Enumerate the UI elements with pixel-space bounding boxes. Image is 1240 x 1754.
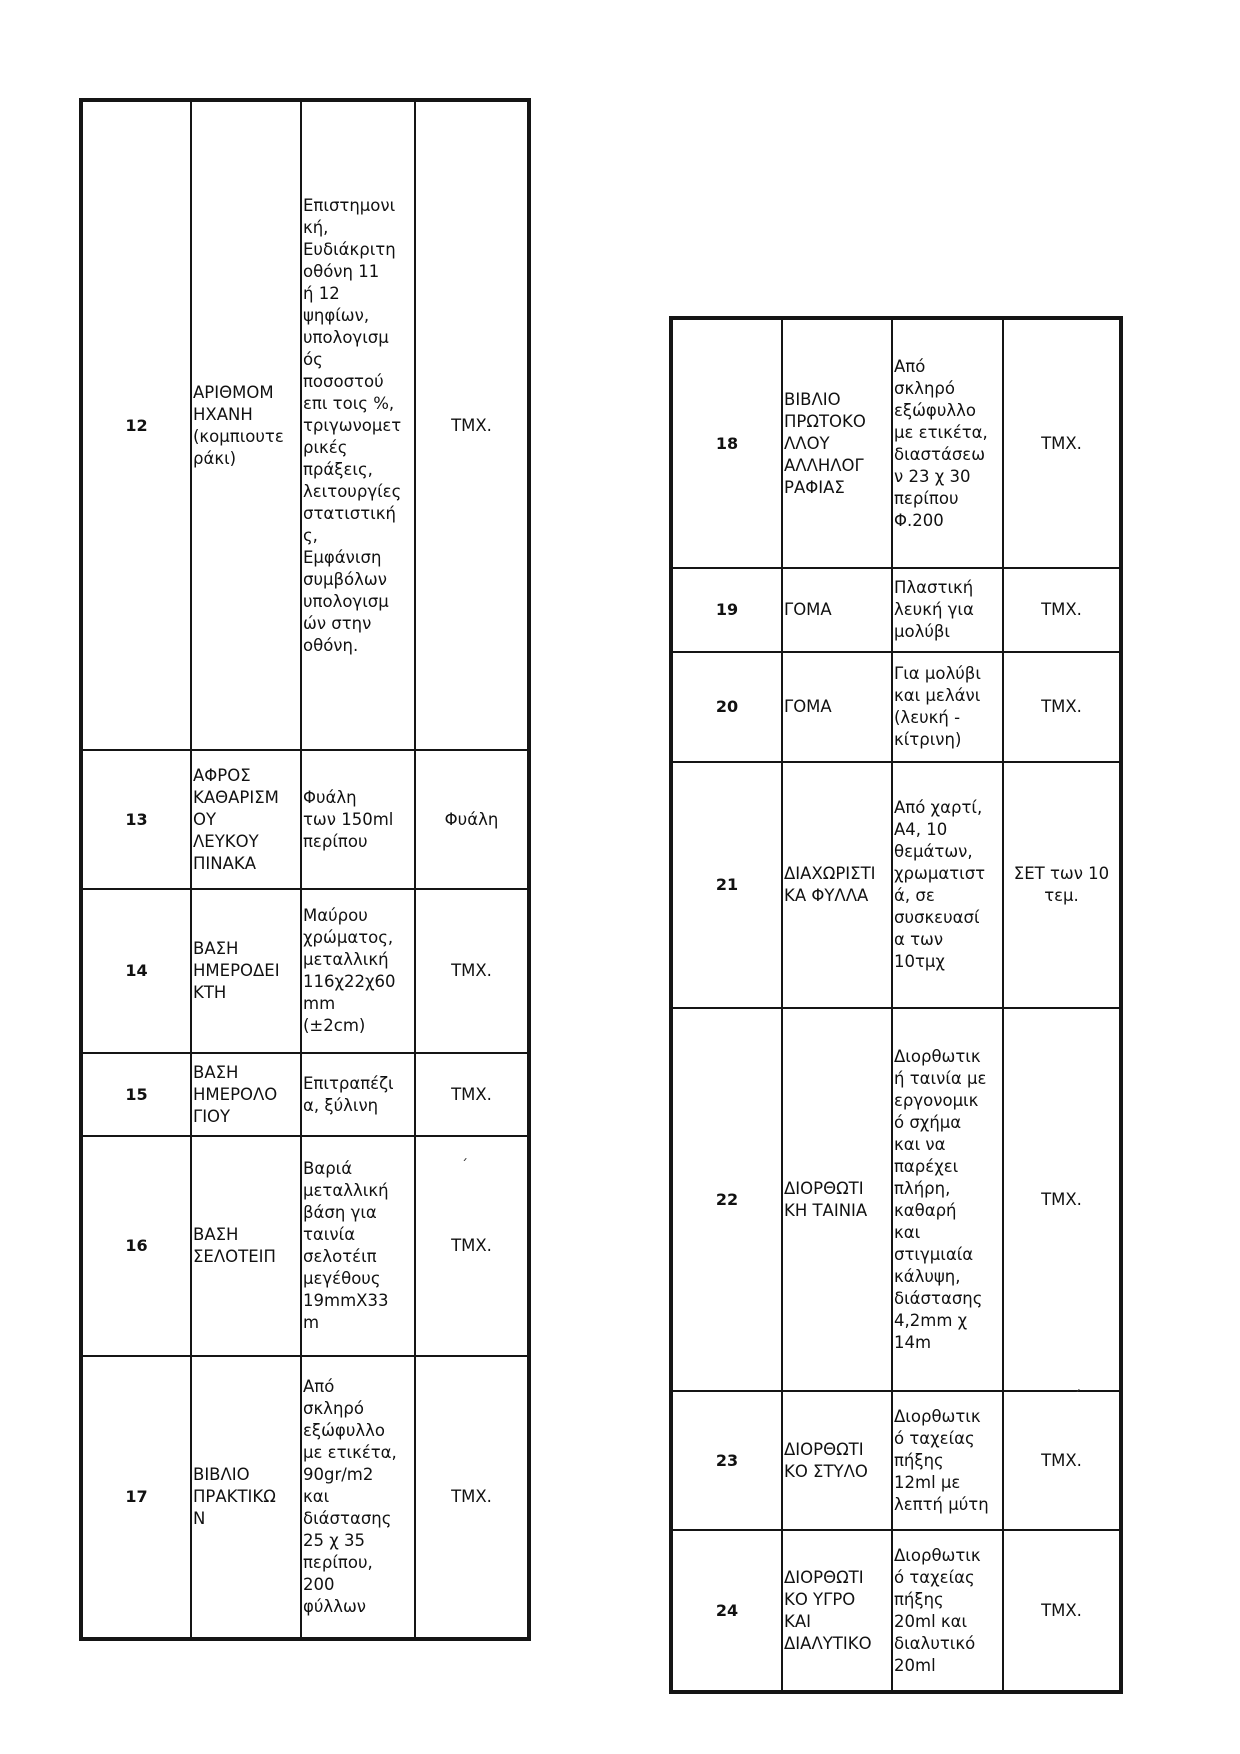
item-name: ΔΙΑΧΩΡΙΣΤΙ ΚΑ ΦΥΛΛΑ [782, 762, 892, 1008]
item-number: 22 [671, 1008, 782, 1391]
item-name: ΒΙΒΛΙΟ ΠΡΑΚΤΙΚΩ Ν [191, 1356, 301, 1639]
item-unit: ΤΜΧ. [1003, 1391, 1121, 1530]
item-name: ΒΑΣΗ ΗΜΕΡΟΛΟ ΓΙΟΥ [191, 1053, 301, 1136]
item-unit: ΤΜΧ. [1003, 1008, 1121, 1391]
table-row [81, 889, 529, 1053]
item-description: Διορθωτικ ό ταχείας πήξης 12ml με λεπτή μύτη [892, 1391, 1003, 1530]
item-name: ΔΙΟΡΘΩΤΙ ΚΗ ΤΑΙΝΙΑ [782, 1008, 892, 1391]
item-name: ΓΟΜΑ [782, 652, 892, 762]
table-row [671, 318, 1121, 568]
item-number: 12 [81, 100, 191, 750]
item-name: ΓΟΜΑ [782, 568, 892, 652]
item-name: ΒΑΣΗ ΗΜΕΡΟΔΕΙ ΚΤΗ [191, 889, 301, 1053]
item-unit: ΤΜΧ. [1003, 652, 1121, 762]
item-number: 15 [81, 1053, 191, 1136]
item-unit: ΤΜΧ. [1003, 568, 1121, 652]
item-description: Διορθωτικ ή ταινία με εργονομικ ό σχήμα και να παρέχει πλήρη, καθαρή και στιγμιαία κάλυψη, διάστασης 4,2mm χ 14m [892, 1008, 1003, 1391]
item-number: 18 [671, 318, 782, 568]
table-row [671, 762, 1121, 1008]
item-unit: ΤΜΧ. [415, 889, 529, 1053]
item-number: 20 [671, 652, 782, 762]
item-name: ΒΙΒΛΙΟ ΠΡΩΤΟΚΟ ΛΛΟΥ ΑΛΛΗΛΟΓ ΡΑΦΙΑΣ [782, 318, 892, 568]
item-description: Διορθωτικ ό ταχείας πήξης 20ml και διαλυτικό 20ml [892, 1530, 1003, 1692]
item-unit: ΤΜΧ. [1003, 1530, 1121, 1692]
table-row [81, 1053, 529, 1136]
table-row [81, 750, 529, 889]
table-row [671, 652, 1121, 762]
item-unit: ΤΜΧ. [415, 1053, 529, 1136]
item-name: ΑΦΡΟΣ ΚΑΘΑΡΙΣΜ ΟΥ ΛΕΥΚΟΥ ΠΙΝΑΚΑ [191, 750, 301, 889]
scan-artifact-mark: ´ [461, 1158, 468, 1174]
item-description: Επιστημονι κή, Ευδιάκριτη οθόνη 11 ή 12 ψηφίων, υπολογισμ ός ποσοστού επι τοις %, τριγωνομετ ρικές πράξεις, λειτουργίες στατιστική ς, Εμφάνιση συμβόλων υπολογισμ ών στην οθόνη. [301, 100, 415, 750]
table-row [671, 1391, 1121, 1530]
item-description: Για μολύβι και μελάνι (λευκή - κίτρινη) [892, 652, 1003, 762]
item-description: Μαύρου χρώματος, μεταλλική 116χ22χ60 mm (±2cm) [301, 889, 415, 1053]
item-unit: ΤΜΧ. [415, 100, 529, 750]
item-unit: ΤΜΧ. [1003, 318, 1121, 568]
item-unit: Φυάλη [415, 750, 529, 889]
item-name: ΒΑΣΗ ΣΕΛΟΤΕΙΠ [191, 1136, 301, 1356]
item-number: 19 [671, 568, 782, 652]
item-number: 13 [81, 750, 191, 889]
scan-artifact-mark: ´ [1074, 1389, 1081, 1405]
table-row [81, 1356, 529, 1639]
table-row [671, 568, 1121, 652]
item-number: 23 [671, 1391, 782, 1530]
item-description: Φυάλη των 150ml περίπου [301, 750, 415, 889]
item-number: 14 [81, 889, 191, 1053]
table-row [81, 100, 529, 750]
item-number: 24 [671, 1530, 782, 1692]
item-number: 17 [81, 1356, 191, 1639]
table-row [671, 1008, 1121, 1391]
item-unit: ΣΕΤ των 10 τεμ. [1003, 762, 1121, 1008]
item-description: Από σκληρό εξώφυλλο με ετικέτα, διαστάσεω ν 23 χ 30 περίπου Φ.200 [892, 318, 1003, 568]
item-unit: ΤΜΧ. [415, 1356, 529, 1639]
item-description: Από σκληρό εξώφυλλο με ετικέτα, 90gr/m2 και διάστασης 25 χ 35 περίπου, 200 φύλλων [301, 1356, 415, 1639]
table-row [671, 1530, 1121, 1692]
item-name: ΔΙΟΡΘΩΤΙ ΚΟ ΣΤΥΛΟ [782, 1391, 892, 1530]
item-description: Από χαρτί, Α4, 10 θεμάτων, χρωματιστ ά, σε συσκευασί α των 10τμχ [892, 762, 1003, 1008]
item-number: 21 [671, 762, 782, 1008]
item-name: ΔΙΟΡΘΩΤΙ ΚΟ ΥΓΡΟ ΚΑΙ ΔΙΑΛΥΤΙΚΟ [782, 1530, 892, 1692]
item-unit: ΤΜΧ. [415, 1136, 529, 1356]
spec-table-left [79, 98, 531, 1641]
item-description: Βαριά μεταλλική βάση για ταινία σελοτέιπ μεγέθους 19mmX33 m [301, 1136, 415, 1356]
item-description: Επιτραπέζι α, ξύλινη [301, 1053, 415, 1136]
item-description: Πλαστική λευκή για μολύβι [892, 568, 1003, 652]
item-name: ΑΡΙΘΜΟΜ ΗΧΑΝΗ (κομπιουτε ράκι) [191, 100, 301, 750]
spec-table-right [669, 316, 1123, 1694]
item-number: 16 [81, 1136, 191, 1356]
